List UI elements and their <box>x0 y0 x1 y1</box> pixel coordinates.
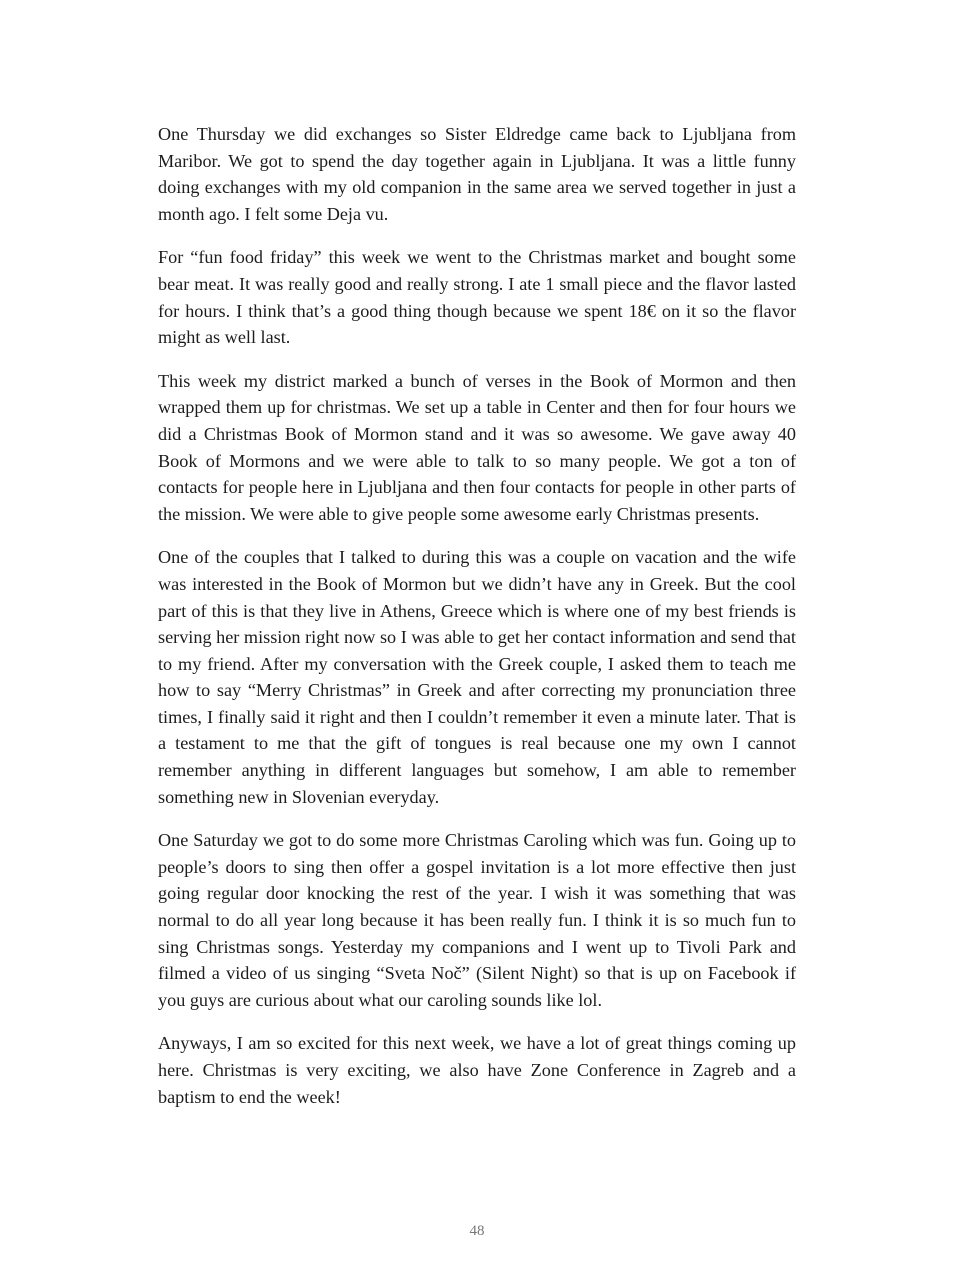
paragraph-greek-couple: One of the couples that I talked to during this was a couple on vacation and the wife was interested in the Book of Mormon but we didn’t have any in Greek. But the cool part of this is that they live in Athens, Greece which is where one of my best friends is serving her mission right now so I was able to get her contact information and send that to my friend. After my conversation with the Greek couple, I asked them to teach me how to say “Merry Christmas” in Greek and after correcting my pronunciation three times, I finally said it right and then I couldn’t remember it even a minute later. That is a testament to me that the gift of tongues is real because one my own I cannot remember anything in different languages but somehow, I am able to remember something new in Slovenian everyday. <box>158 547 796 807</box>
body-text <box>158 121 796 1127</box>
paragraph-book-of-mormon-stand: This week my district marked a bunch of verses in the Book of Mormon and then wrapped them up for christmas. We set up a table in Center and then for four hours we did a Christmas Book of Mormon stand and it was so awesome. We gave away 40 Book of Mormons and we were able to talk to so many people. We got a ton of contacts for people here in Ljubljana and then four contacts for people in other parts of the mission. We were able to give people some awesome early Christmas presents. <box>158 370 796 524</box>
paragraph-christmas-caroling: One Saturday we got to do some more Christmas Caroling which was fun. Going up to people’s doors to sing then offer a gospel invitation is a lot more effective then just going regular door knocking the rest of the year. I wish it was something that was normal to do all year long because it has been really fun. I think it is so much fun to sing Christmas songs. Yesterday my companions and I went up to Tivoli Park and filmed a video of us singing “Sveta Noč” (Silent Night) so that is up on Facebook if you guys are curious about what our caroling sounds like lol. <box>158 830 796 1010</box>
paragraph-fun-food-friday: For “fun food friday” this week we went to the Christmas market and bought some bear meat. It was really good and really strong. I ate 1 small piece and the flavor lasted for hours. I think that’s a good thing though because we spent 18€ on it so the flavor might as well last. <box>158 247 796 348</box>
page-number: 48 <box>469 1223 485 1239</box>
paragraph-next-week: Anyways, I am so excited for this next week, we have a lot of great things coming up here. Christmas is very exciting, we also have Zone Conference in Zagreb and a baptism to end the week! <box>158 1033 796 1107</box>
paragraph-exchanges: One Thursday we did exchanges so Sister Eldredge came back to Ljubljana from Maribor. We got to spend the day together again in Ljubljana. It was a little funny doing exchanges with my old companion in the same area we served together in just a month ago. I felt some Deja vu. <box>158 124 796 224</box>
